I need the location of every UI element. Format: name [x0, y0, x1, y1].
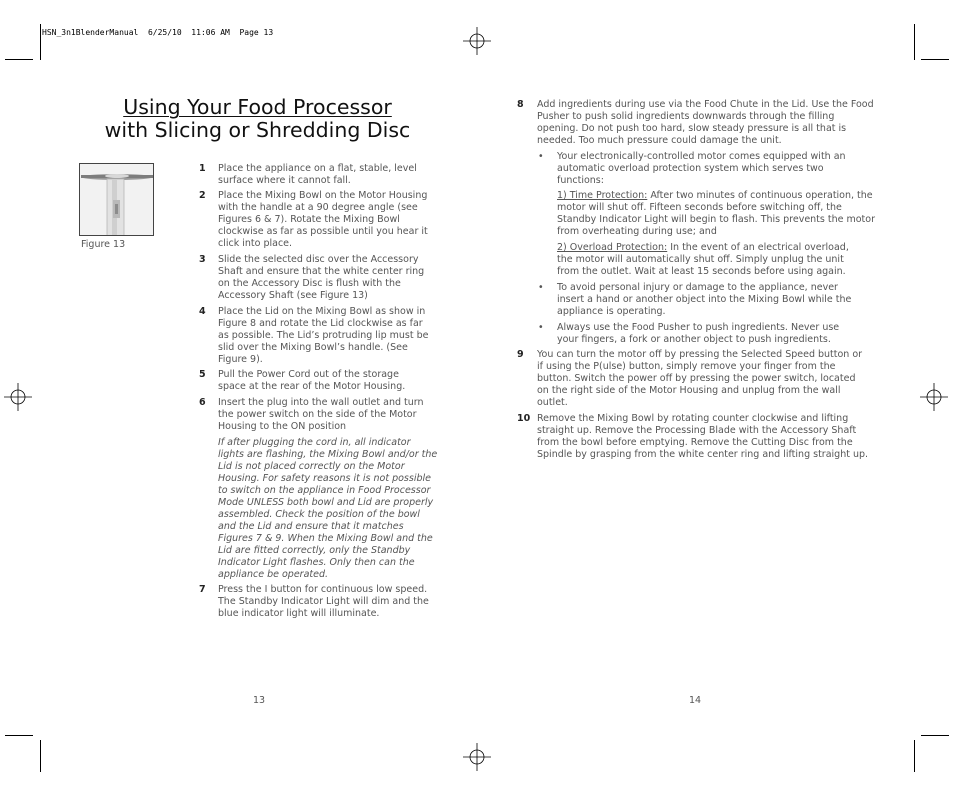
- step-number: 9: [517, 349, 524, 360]
- step-number: 1: [199, 163, 206, 174]
- time-protection-paragraph: [557, 190, 875, 238]
- page-title-line2: with Slicing or Shredding Disc: [104, 118, 411, 142]
- page-title-line1: Using Your Food Processor: [123, 95, 392, 119]
- step-6-note: If after plugging the cord in, all indicator lights are flashing, the Mixing Bowl and/or the Lid is not placed correctly on the Motor Housing. For safety reasons it is not possible to switch on the appliance in Food Processor Mode UNLESS both bowl and Lid are properly assembled. Check the position of the bowl and the Lid and ensure that it matches Figures 7 & 9. When the Mixing Bowl and the Lid are fitted correctly, only the Standby Indicator Light flashes. Only then can the appliance be operated.: [218, 437, 438, 580]
- accessory-shaft-illustration: [80, 164, 154, 236]
- bullet-dot: •: [538, 151, 544, 162]
- crop-mark-top-right-h: [921, 59, 949, 60]
- crop-mark-bottom-left-h: [5, 735, 33, 736]
- registration-mark-bottom: [463, 743, 491, 771]
- time-protection-text: After two minutes of continuous operation, the motor will shut off. Fifteen seconds before switching off, the Standby Indicator Light will begin to flash. This prevents the motor from overheating during use; and: [557, 190, 875, 237]
- step-text: Remove the Mixing Bowl by rotating counter clockwise and lifting straight up. Remove the Processing Blade with the Accessory Shaft from the bowl before emptying. Remove the Cutting Disc from the Spindle by grasping from the white center ring and lifting straight up.: [537, 413, 869, 460]
- page-number-right: 14: [689, 695, 702, 706]
- step-text: Slide the selected disc over the Accessory Shaft and ensure that the white center ring on the Accessory Disc is flush with the Accessory Shaft (see Figure 13): [218, 254, 425, 301]
- crop-mark-top-right-v: [914, 24, 915, 60]
- step-text: Place the Mixing Bowl on the Motor Housing with the handle at a 90 degree angle (see Figures 6 & 7). Rotate the Mixing Bowl clockwise as far as possible until you hear it click into place.: [218, 190, 428, 249]
- bullet-dot: •: [538, 282, 544, 293]
- registration-mark-top: [463, 27, 491, 55]
- step-text: Place the appliance on a flat, stable, level surface where it cannot fall.: [218, 163, 417, 186]
- step-number: 6: [199, 397, 206, 408]
- figure-13-image: [79, 163, 154, 236]
- step-number: 10: [517, 413, 531, 424]
- step-text: Place the Lid on the Mixing Bowl as show in Figure 8 and rotate the Lid clockwise as far as possible. The Lid’s protruding lip must be slid over the Mixing Bowl’s handle. (See Figure 9).: [218, 306, 429, 365]
- crop-mark-bottom-right-h: [921, 735, 949, 736]
- page-title: [70, 96, 445, 142]
- step-number: 3: [199, 254, 206, 265]
- overload-protection-paragraph: [557, 242, 867, 278]
- step-text: Add ingredients during use via the Food Chute in the Lid. Use the Food Pusher to push solid ingredients downwards through the filling opening. Do not push too hard, slow steady pressure is all that is needed. Too much pressure could damage the unit.: [537, 99, 874, 146]
- figure-caption: Figure 13: [81, 239, 126, 250]
- step-text: You can turn the motor off by pressing the Selected Speed button or if using the P(ulse) button, simply remove your finger from the button. Switch the power off by pressing the power switch, located on the right side of the Motor Housing and unplug from the wall outlet.: [537, 349, 863, 408]
- step-text: Pull the Power Cord out of the storage space at the rear of the Motor Housing.: [218, 369, 406, 392]
- registration-mark-right: [920, 383, 948, 411]
- crop-mark-bottom-right-v: [914, 740, 915, 772]
- registration-mark-left: [4, 383, 32, 411]
- bullet-text: To avoid personal injury or damage to the appliance, never insert a hand or another object into the Mixing Bowl while the appliance is operating.: [557, 282, 852, 317]
- crop-mark-top-left-h: [5, 59, 33, 60]
- step-number: 8: [517, 99, 524, 110]
- printer-slug: HSN_3n1BlenderManual 6/25/10 11:06 AM Page 13: [42, 28, 274, 37]
- step-number: 2: [199, 190, 206, 201]
- time-protection-label: 1) Time Protection:: [557, 190, 648, 201]
- crop-mark-bottom-left-v: [40, 740, 41, 772]
- crop-mark-top-left-v: [40, 24, 41, 60]
- overload-protection-text: In the event of an electrical overload, the motor will automatically shut off. Simply unplug the unit from the outlet. Wait at least 15 seconds before using again.: [557, 242, 849, 277]
- page-number-left: 13: [253, 695, 266, 706]
- step-number: 7: [199, 584, 206, 595]
- step-text: Insert the plug into the wall outlet and turn the power switch on the side of the Motor Housing to the ON position: [218, 397, 424, 432]
- step-number: 4: [199, 306, 206, 317]
- step-text: Press the I button for continuous low speed. The Standby Indicator Light will dim and the blue indicator light will illuminate.: [218, 584, 429, 619]
- bullet-dot: •: [538, 322, 544, 333]
- overload-protection-label: 2) Overload Protection:: [557, 242, 668, 253]
- bullet-text: Your electronically-controlled motor comes equipped with an automatic overload protection system which serves two functions:: [557, 151, 846, 186]
- step-number: 5: [199, 369, 206, 380]
- bullet-text: Always use the Food Pusher to push ingredients. Never use your fingers, a fork or another object to push ingredients.: [557, 322, 840, 345]
